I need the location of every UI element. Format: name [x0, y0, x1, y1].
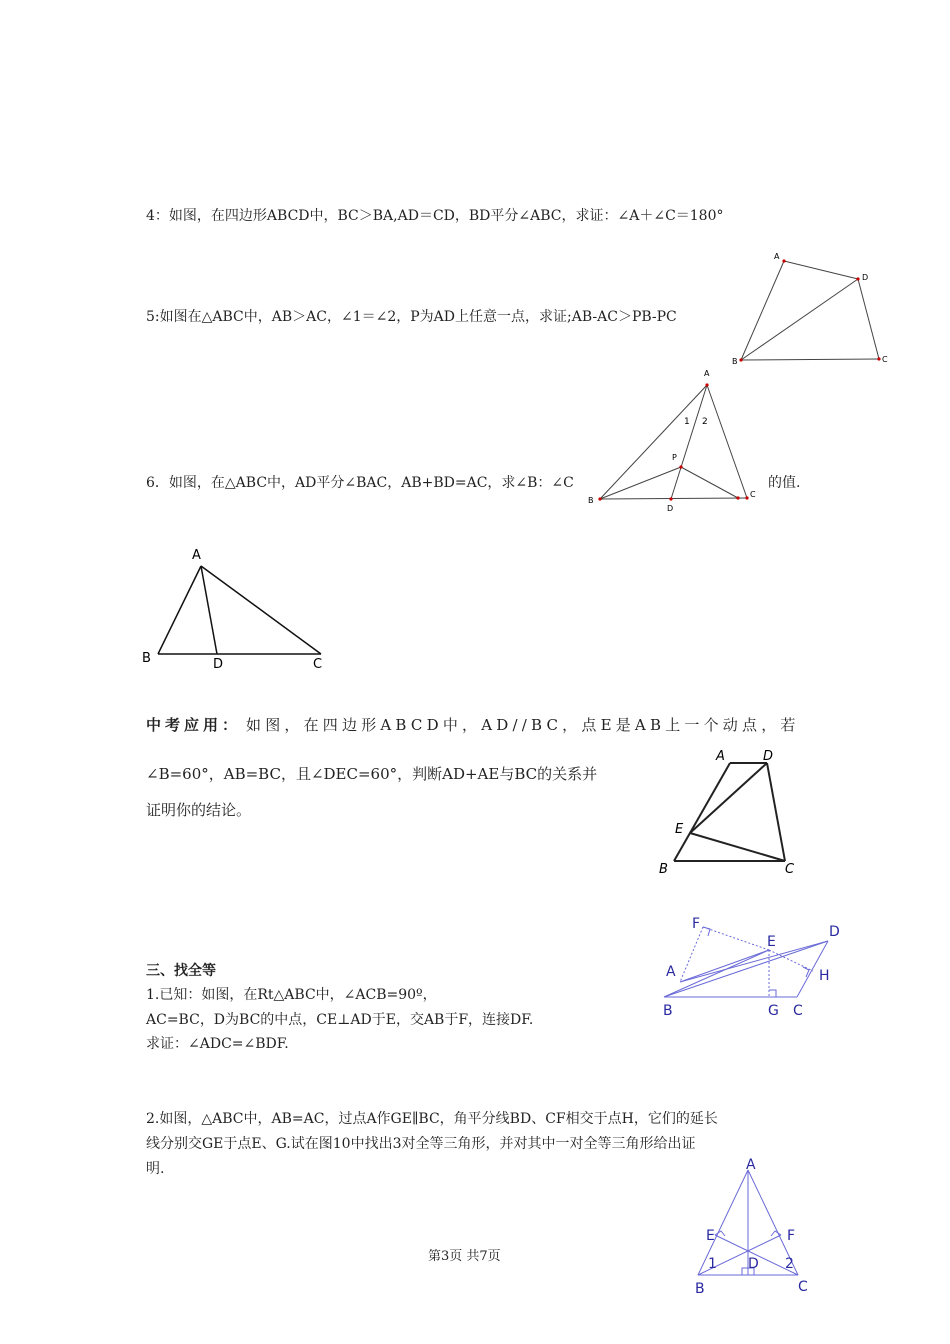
page-footer: 第3页 共7页	[428, 1249, 501, 1264]
label-2: 2	[702, 417, 708, 427]
label-a: A	[716, 749, 725, 764]
label-g: G	[768, 1003, 779, 1019]
problem-5-text: 5:如图在△ABC中，AB＞AC，∠1＝∠2，P为AD上任意一点，求证;AB-AC＞PB-PC	[146, 309, 677, 325]
label-a: A	[666, 964, 676, 980]
section3-q2-line2: 线分别交GE于点E、G.试在图10中找出3对全等三角形，并对其中一对全等三角形给出证	[146, 1136, 696, 1152]
label-b: B	[659, 862, 668, 877]
label-h: H	[819, 968, 830, 984]
figure-triangle-abd	[140, 540, 340, 675]
label-d: D	[829, 924, 840, 940]
label-a: A	[704, 369, 710, 378]
figure-triangle-p	[585, 365, 765, 515]
problem-4-text: 4：如图，在四边形ABCD中，BC＞BA,AD＝CD，BD平分∠ABC，求证：∠A＋∠C＝180°	[146, 208, 724, 224]
figure-section3-q1	[658, 912, 848, 1022]
label-c: C	[793, 1003, 803, 1019]
label-p: P	[672, 453, 677, 462]
label-d: D	[862, 273, 869, 282]
label-c: C	[798, 1279, 808, 1295]
label-2: 2	[785, 1256, 794, 1272]
label-c: C	[313, 657, 323, 672]
section3-q2-line1: 2.如图，△ABC中，AB=AC，过点A作GE∥BC，角平分线BD、CF相交于点H，它们的延长	[146, 1111, 718, 1127]
label-1: 1	[708, 1256, 717, 1272]
label-e: E	[706, 1228, 715, 1244]
label-d: D	[763, 749, 774, 764]
zhongkao-line2: ∠B=60°，AB=BC，且∠DEC=60°，判断AD+AE与BC的关系并	[146, 765, 598, 783]
figure-quadrilateral-abcd	[728, 250, 893, 370]
label-d: D	[748, 1256, 759, 1272]
label-1: 1	[684, 417, 690, 427]
label-e: E	[767, 934, 776, 950]
zhongkao-label: 中考应用：	[146, 716, 242, 734]
label-a: A	[746, 1157, 756, 1173]
section3-q1-line2: AC=BC，D为BC的中点，CE⊥AD于E，交AB于F，连接DF.	[146, 1012, 534, 1028]
label-c: C	[882, 355, 888, 364]
label-f: F	[787, 1228, 796, 1244]
problem-6-text: 6．如图，在△ABC中，AD平分∠BAC，AB+BD=AC，求∠B：∠C	[146, 475, 574, 491]
label-b: B	[695, 1281, 705, 1297]
label-a: A	[774, 252, 780, 261]
section3-q1-line3: 求证：∠ADC=∠BDF.	[146, 1036, 289, 1052]
section3-q2-line3: 明.	[146, 1161, 165, 1177]
zhongkao-line3: 证明你的结论。	[146, 801, 252, 819]
zhongkao-line1: 如图，在四边形ABCD中，AD//BC，点E是AB上一个动点，若	[246, 716, 800, 734]
label-f: F	[692, 916, 701, 932]
label-b: B	[142, 651, 151, 666]
section3-q1-line1: 1.已知：如图，在Rt△ABC中，∠ACB=90º，	[146, 987, 437, 1003]
label-b: B	[732, 357, 738, 366]
problem-6-text-end: 的值.	[768, 475, 801, 491]
figure-section3-q2	[690, 1150, 820, 1300]
label-a: A	[192, 548, 201, 563]
label-b: B	[663, 1003, 673, 1019]
label-e: E	[675, 822, 684, 837]
figure-trapezoid	[655, 745, 805, 880]
label-b: B	[588, 496, 594, 505]
label-c: C	[785, 862, 795, 877]
label-d: D	[667, 504, 674, 513]
label-d: D	[213, 657, 224, 672]
section3-heading: 三、找全等	[146, 963, 216, 979]
label-c: C	[750, 490, 756, 499]
